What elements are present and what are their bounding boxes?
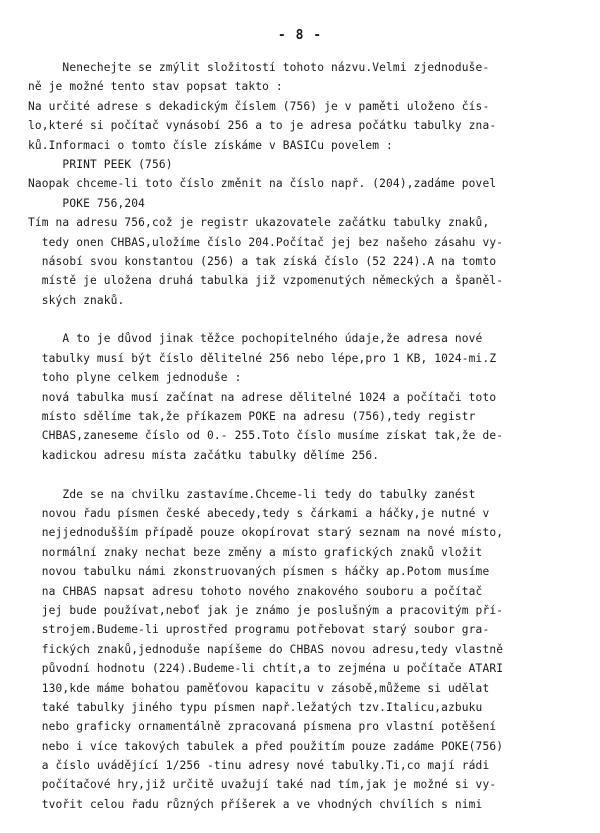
text-line: tabulky musí být číslo dělitelné 256 nebo lépe,pro 1 KB, 1024-mi.Z bbox=[28, 351, 497, 365]
text-line: novou tabulku námi zkonstruovaných písmen s háčky ap.Potom musíme bbox=[28, 565, 490, 579]
text-line: PRINT PEEK (756) bbox=[28, 157, 173, 171]
text-line: lo,které si počítač vynásobí 256 a to je adresa počátku tabulky zna- bbox=[28, 119, 497, 133]
text-line: Zde se na chvilku zastavíme.Chceme-li tedy do tabulky zanést bbox=[28, 487, 476, 501]
text-line: A to je důvod jinak těžce pochopitelného údaje,že adresa nové bbox=[28, 332, 483, 346]
text-line: a číslo uvádějící 1/256 -tinu adresy nové tabulky.Ti,co mají rádi bbox=[28, 759, 490, 773]
text-line: jej bude používat,neboť jak je známo je poslušným a pracovitým pří- bbox=[28, 603, 504, 617]
text-line: toho plyne celkem jednoduše : bbox=[28, 371, 242, 385]
text-line: ně je možné tento stav popsat takto : bbox=[28, 80, 283, 94]
paragraph bbox=[28, 329, 578, 465]
text-line: místě je uložena druhá tabulka již vzpomenutých německých a španěl- bbox=[28, 274, 504, 288]
paragraph bbox=[28, 485, 578, 815]
text-line: ských znaků. bbox=[28, 293, 125, 307]
text-line: 130,kde máme bohatou paměťovou kapacitu v zásobě,můžeme si udělat bbox=[28, 681, 490, 695]
text-line: Na určité adrese s dekadickým číslem (756) je v paměti uloženo čís- bbox=[28, 99, 490, 113]
text-line: kadickou adresu místa začátku tabulky dělíme 256. bbox=[28, 448, 380, 462]
body-text bbox=[28, 58, 578, 814]
text-line: CHBAS,zaneseme číslo od 0.- 255.Toto číslo musíme získat tak,že de- bbox=[28, 429, 504, 443]
text-line: počítačové hry,již určitě uvažují také nad tím,jak je možné si vy- bbox=[28, 778, 497, 792]
text-line: novou řadu písmen české abecedy,tedy s čárkami a háčky,je nutné v bbox=[28, 506, 490, 520]
text-line: Tím na adresu 756,což je registr ukazovatele začátku tabulky znaků, bbox=[28, 216, 490, 230]
text-line: strojem.Budeme-li uprostřed programu potřebovat starý soubor gra- bbox=[28, 623, 490, 637]
text-line: nová tabulka musí začínat na adrese dělitelné 1024 a počítači toto bbox=[28, 390, 497, 404]
text-line: POKE 756,204 bbox=[28, 196, 146, 210]
text-line: Naopak chceme-li toto číslo změnit na číslo např. (204),zadáme povel bbox=[28, 177, 497, 191]
text-line: také tabulky jiného typu písmen např.ležatých tzv.Italicu,azbuku bbox=[28, 700, 483, 714]
text-line: nejjednodušším případě pouze okopírovat starý seznam na nové místo, bbox=[28, 526, 504, 540]
text-line: původní hodnotu (224).Budeme-li chtít,a to zejména u počítače ATARI bbox=[28, 662, 504, 676]
paragraph-gap bbox=[28, 310, 578, 329]
text-line: normální znaky nechat beze změny a místo grafických znaků vložit bbox=[28, 545, 483, 559]
text-line: nebo graficky ornamentálně zpracovaná písmena pro vlastní potěšení bbox=[28, 720, 497, 734]
paragraph-gap bbox=[28, 465, 578, 484]
page-number: - 8 - bbox=[277, 28, 323, 43]
text-line: tedy onen CHBAS,uložíme číslo 204.Počítač jej bez našeho zásahu vy- bbox=[28, 235, 504, 249]
text-line: na CHBAS napsat adresu tohoto nového znakového souboru a počítač bbox=[28, 584, 483, 598]
text-line: nebo i více takových tabulek a před použitím pouze zadáme POKE(756) bbox=[28, 739, 504, 753]
text-line: místo sdělíme tak,že příkazem POKE na adresu (756),tedy registr bbox=[28, 410, 476, 424]
text-line: tvořit celou řadu různých příšerek a ve vhodných chvílích s nimi bbox=[28, 797, 483, 811]
text-line: Nenechejte se zmýlit složitostí tohoto názvu.Velmi zjednoduše- bbox=[28, 61, 490, 74]
text-line: násobí svou konstantou (256) a tak získá číslo (52 224).A na tomto bbox=[28, 254, 497, 268]
text-line: fických znaků,jednoduše napíšeme do CHBAS novou adresu,tedy vlastně bbox=[28, 642, 504, 656]
paragraph bbox=[28, 58, 578, 310]
text-line: ků.Informaci o tomto čísle získáme v BASICu povelem : bbox=[28, 138, 393, 152]
